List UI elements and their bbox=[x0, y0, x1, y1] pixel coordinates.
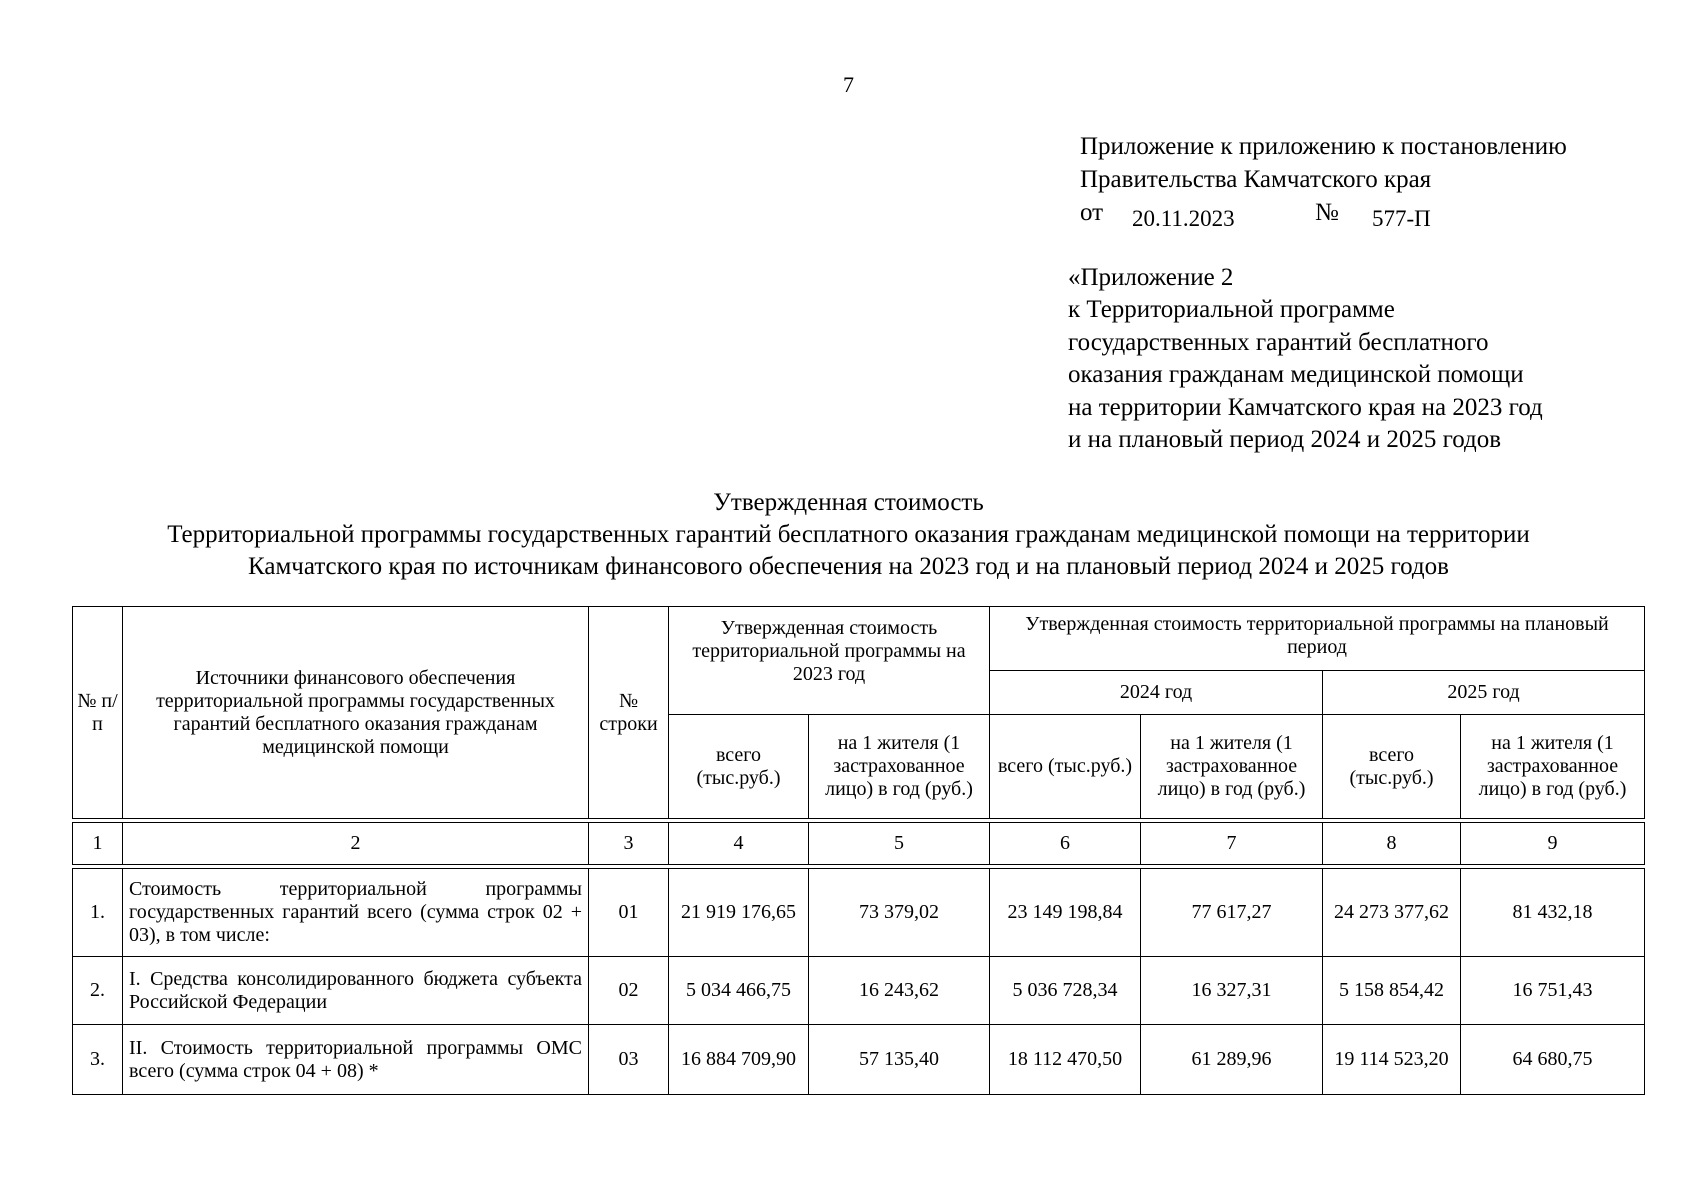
title-line-1: Утвержденная стоимость bbox=[713, 489, 984, 516]
table-row bbox=[73, 1025, 1645, 1095]
appendix-line-1: «Приложение 2 bbox=[1068, 264, 1234, 291]
column-number: 4 bbox=[669, 823, 809, 865]
header-approved-2023: Утвержденная стоимость территориальной программы на 2023 год bbox=[669, 607, 990, 715]
row-value: 16 327,31 bbox=[1141, 957, 1323, 1025]
appendix-line-2: к Территориальной программе bbox=[1068, 296, 1395, 324]
page-number: 7 bbox=[843, 72, 854, 97]
appendix-block bbox=[1068, 262, 1543, 456]
row-source: II. Стоимость территориальной программы ОМС всего (сумма строк 04 + 08) * bbox=[123, 1025, 589, 1095]
table-row bbox=[73, 957, 1645, 1025]
column-number: 7 bbox=[1141, 823, 1323, 865]
approval-number-sign: № bbox=[1315, 199, 1339, 226]
row-value: 16 243,62 bbox=[809, 957, 990, 1025]
header-row-number: № строки bbox=[589, 607, 669, 819]
row-value: 77 617,27 bbox=[1141, 869, 1323, 957]
row-num: 3. bbox=[73, 1025, 123, 1095]
row-source: Стоимость территориальной программы государственных гарантий всего (сумма строк 02 + 03), в том числе: bbox=[123, 869, 589, 957]
row-code: 01 bbox=[589, 869, 669, 957]
title-line-3: Камчатского края по источникам финансового обеспечения на 2023 год и на плановый период 2024 и 2025 годов bbox=[248, 553, 1449, 580]
row-value: 64 680,75 bbox=[1461, 1025, 1645, 1095]
appendix-line-6: и на плановый период 2024 и 2025 годов bbox=[1068, 426, 1502, 454]
header-total-2023: всего (тыс.руб.) bbox=[669, 715, 809, 819]
document-title bbox=[0, 487, 1697, 583]
approval-line-2: Правительства Камчатского края bbox=[1080, 166, 1432, 193]
column-number: 3 bbox=[589, 823, 669, 865]
header-source: Источники финансового обеспечения территориальной программы государственных гарантий бесплатного оказания гражданам медицинской помощи bbox=[123, 607, 589, 819]
row-num: 2. bbox=[73, 957, 123, 1025]
column-number: 6 bbox=[990, 823, 1141, 865]
column-number: 5 bbox=[809, 823, 990, 865]
header-total-2025: всего (тыс.руб.) bbox=[1323, 715, 1461, 819]
header-per-capita-2023: на 1 жителя (1 застрахованное лицо) в год (руб.) bbox=[809, 715, 990, 819]
appendix-line-5: на территории Камчатского края на 2023 год bbox=[1068, 393, 1543, 421]
column-number: 1 bbox=[73, 823, 123, 865]
header-num: № п/п bbox=[73, 607, 123, 819]
header-year-2025: 2025 год bbox=[1323, 671, 1645, 715]
header-planned-period: Утвержденная стоимость территориальной программы на плановый период bbox=[990, 607, 1645, 671]
row-value: 18 112 470,50 bbox=[990, 1025, 1141, 1095]
approval-block bbox=[1080, 130, 1567, 229]
appendix-line-4: оказания гражданам медицинской помощи bbox=[1068, 361, 1524, 389]
table-row bbox=[73, 869, 1645, 957]
cost-table bbox=[72, 606, 1645, 1095]
approval-number: 577-П bbox=[1372, 206, 1431, 231]
header-per-capita-2025: на 1 жителя (1 застрахованное лицо) в год (руб.) bbox=[1461, 715, 1645, 819]
approval-line-1: Приложение к приложению к постановлению bbox=[1080, 133, 1567, 160]
header-year-2024: 2024 год bbox=[990, 671, 1323, 715]
header-total-2024: всего (тыс.руб.) bbox=[990, 715, 1141, 819]
row-value: 24 273 377,62 bbox=[1323, 869, 1461, 957]
row-code: 02 bbox=[589, 957, 669, 1025]
row-value: 16 884 709,90 bbox=[669, 1025, 809, 1095]
approval-from-label: от bbox=[1080, 199, 1104, 226]
row-value: 5 034 466,75 bbox=[669, 957, 809, 1025]
title-line-2: Территориальной программы государственных гарантий бесплатного оказания гражданам медицинской помощи на территории bbox=[167, 521, 1530, 548]
row-value: 21 919 176,65 bbox=[669, 869, 809, 957]
row-value: 23 149 198,84 bbox=[990, 869, 1141, 957]
row-value: 81 432,18 bbox=[1461, 869, 1645, 957]
row-value: 19 114 523,20 bbox=[1323, 1025, 1461, 1095]
row-num: 1. bbox=[73, 869, 123, 957]
row-code: 03 bbox=[589, 1025, 669, 1095]
row-value: 73 379,02 bbox=[809, 869, 990, 957]
column-number: 9 bbox=[1461, 823, 1645, 865]
row-value: 57 135,40 bbox=[809, 1025, 990, 1095]
approval-date: 20.11.2023 bbox=[1132, 206, 1235, 231]
row-source: I. Средства консолидированного бюджета субъекта Российской Федерации bbox=[123, 957, 589, 1025]
row-value: 16 751,43 bbox=[1461, 957, 1645, 1025]
approval-date-row bbox=[1080, 196, 1567, 229]
header-row-1 bbox=[73, 607, 1645, 671]
row-value: 5 158 854,42 bbox=[1323, 957, 1461, 1025]
column-numbers-row bbox=[73, 823, 1645, 865]
appendix-line-3: государственных гарантий бесплатного bbox=[1068, 328, 1489, 356]
column-number: 8 bbox=[1323, 823, 1461, 865]
row-value: 61 289,96 bbox=[1141, 1025, 1323, 1095]
header-per-capita-2024: на 1 жителя (1 застрахованное лицо) в год (руб.) bbox=[1141, 715, 1323, 819]
column-number: 2 bbox=[123, 823, 589, 865]
row-value: 5 036 728,34 bbox=[990, 957, 1141, 1025]
